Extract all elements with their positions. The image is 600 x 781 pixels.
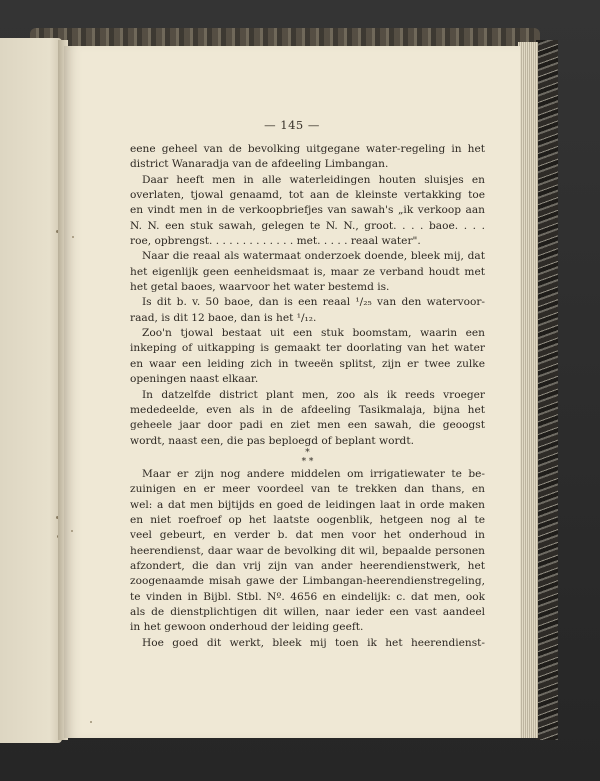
- text-line: wordt, naast een, die pas beploegd of beplant wordt.: [130, 434, 414, 447]
- section-asterism: [130, 449, 485, 467]
- text-line: het getal baoes, waarvoor het water bestemd is.: [130, 281, 390, 294]
- asterism-lower: * *: [301, 456, 314, 467]
- text-line: wel: a dat men bijtijds en goed de leidingen laat in orde maken: [130, 498, 485, 511]
- text-line: Hoe goed dit werkt, bleek mij toen ik het heerendienst-: [142, 636, 485, 649]
- text-line: en waar een leiding zich in tweeën splitst, zijn er twee zulke: [130, 357, 485, 370]
- text-line: openingen naast elkaar.: [130, 373, 259, 386]
- text-line: Daar heeft men in alle waterleidingen houten sluisjes en: [142, 173, 485, 186]
- text-line: in het gewoon onderhoud der leiding geeft.: [130, 621, 364, 634]
- text-line: het eigenlijk geen eenheidsmaat is, maar ze verband houdt met: [130, 265, 485, 278]
- book-page: [64, 46, 520, 738]
- text-line: zuinigen en er meer voordeel van te trekken dan thans, en: [130, 483, 485, 496]
- asterism-upper: *: [305, 447, 310, 458]
- text-line: veel gebeurt, en verder b. dat men voor het onderhoud in: [130, 529, 485, 542]
- page-stack-edge: [518, 42, 538, 738]
- text-line: mededeelde, even als in de afdeeling Tasikmalaja, bijna het: [130, 403, 485, 416]
- text-line: heerendienst, daar waar de bevolking dit wil, bepaalde personen: [130, 544, 485, 557]
- text-line: overlaten, tjowal genaamd, tot aan de kleinste vertakking toe: [130, 189, 485, 202]
- text-line: Naar die reaal als watermaat onderzoek doende, bleek mij, dat: [142, 250, 485, 263]
- text-line: geheele jaar door padi en ziet men een sawah, die geoogst: [130, 419, 485, 432]
- text-line: district Wanaradja van de afdeeling Limbangan.: [130, 158, 389, 171]
- body-text: [130, 142, 485, 651]
- text-line: In datzelfde district plant men, zoo als ik reeds vroeger: [142, 388, 485, 401]
- text-line: raad, is dit 12 baoe, dan is het ¹/₁₂.: [130, 311, 317, 324]
- text-line: en vindt men in de verkoopbriefjes van sawah's „ik verkoop aan: [130, 204, 485, 217]
- text-line: inkeping of uitkapping is gemaakt ter doorlating van het water: [130, 342, 485, 355]
- text-line: N. N. een stuk sawah, gelegen te N. N., groot. . . . baoe. . . .: [130, 219, 485, 232]
- text-line: te vinden in Bijbl. Stbl. Nº. 4656 en eindelijk: c. dat men, ook: [130, 590, 485, 603]
- text-line: als de dienstplichtigen dit willen, naar ieder een vast aandeel: [130, 605, 485, 618]
- text-line: Maar er zijn nog andere middelen om irrigatiewater te be-: [142, 467, 485, 480]
- text-line: zoogenaamde misah gawe der Limbangan-heerendienstregeling,: [130, 575, 485, 588]
- text-line: roe, opbrengst. . . . . . . . . . . . . met. . . . . reaal water".: [130, 235, 421, 248]
- text-line: Zoo'n tjowal bestaat uit een stuk boomstam, waarin een: [142, 327, 485, 340]
- left-page-edge: [0, 38, 62, 743]
- text-line: eene geheel van de bevolking uitgegane water-regeling in het: [130, 143, 485, 155]
- text-line: Is dit b. v. 50 baoe, dan is een reaal ¹/₂₅ van den watervoor-: [142, 296, 485, 309]
- page-number: — 145 —: [264, 118, 320, 132]
- text-line: afzondert, die dan vrij zijn van ander heerendienstwerk, het: [130, 559, 485, 572]
- text-line: en niet roefroef op het laatste oogenblik, hetgeen nog al te: [130, 513, 485, 526]
- book-spine-top: [30, 28, 540, 46]
- marbled-cover-edge: [536, 40, 558, 740]
